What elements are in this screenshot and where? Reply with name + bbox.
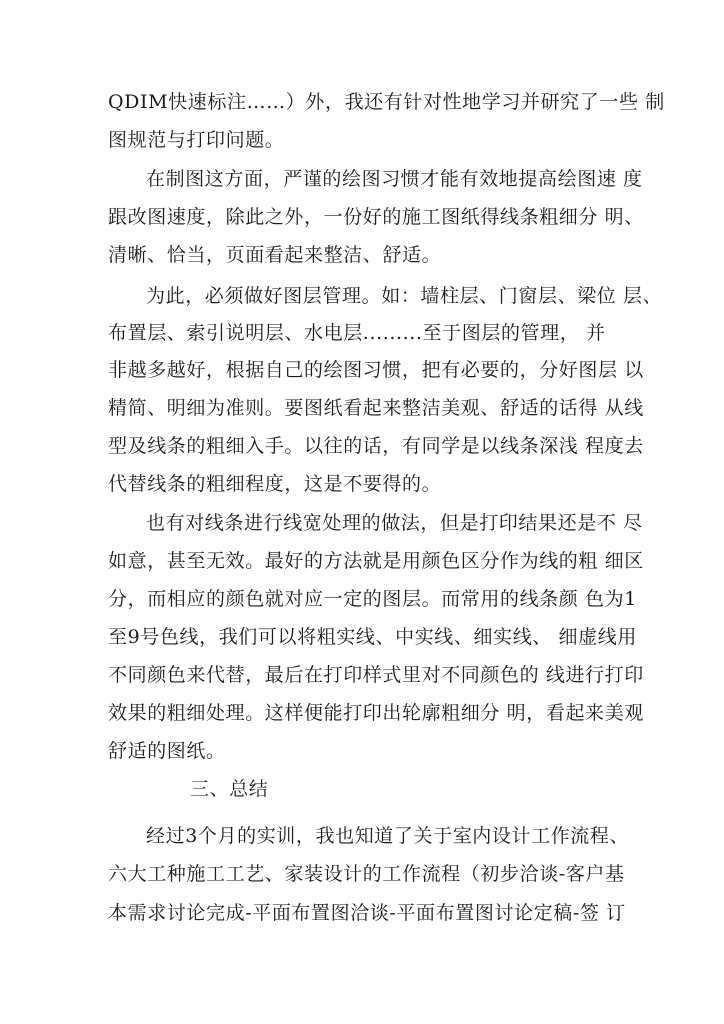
text-line: 分，而相应的颜色就对应一定的图层。而常用的线条颜 色为1 <box>108 588 637 610</box>
text-line: 本需求讨论完成-平面布置图洽谈-平面布置图讨论定稿-签 订 <box>108 902 626 924</box>
paragraph-start-line: 经过3个月的实训，我也知道了关于室内设计工作流程、 <box>146 825 630 847</box>
paragraph-start-line: 在制图这方面，严谨的绘图习惯才能有效地提高绘图速 度 <box>146 168 643 190</box>
text-line: 精简、明细为准则。要图纸看起来整洁美观、舒适的话得 从线 <box>108 397 644 419</box>
text-line: 六大工种施工工艺、家装设计的工作流程（初步洽谈-客户基 <box>108 863 625 885</box>
text-line: 跟改图速度，除此之外，一份好的施工图纸得线条粗细分 明、 <box>108 206 644 228</box>
text-line: 非越多越好，根据自己的绘图习惯，把有必要的，分好图层 以 <box>108 359 644 381</box>
paragraph-start-line: 也有对线条进行线宽处理的做法，但是打印结果还是不 尽 <box>146 512 643 534</box>
text-line: 舒适的图纸。 <box>108 740 226 762</box>
text-line: 至9号色线，我们可以将粗实线、中实线、细实线、 细虚线用 <box>108 626 637 648</box>
section-heading: 三、总结 <box>190 778 269 800</box>
text-line: 图规范与打印问题。 <box>108 129 285 151</box>
text-line: 效果的粗细处理。这样便能打印出轮廓粗细分 明，看起来美观 <box>108 702 644 724</box>
text-line: 如意，甚至无效。最好的方法就是用颜色区分作为线的粗 细区 <box>108 550 644 572</box>
paragraph-start-line: 为此，必须做好图层管理。如：墙柱层、门窗层、梁位 层、 <box>146 285 663 307</box>
text-line: 不同颜色来代替，最后在打印样式里对不同颜色的 线进行打印 <box>108 664 644 686</box>
text-line: 清晰、恰当，页面看起来整洁、舒适。 <box>108 244 442 266</box>
text-line: 代替线条的粗细程度，这是不要得的。 <box>108 473 442 495</box>
text-line: 型及线条的粗细入手。以往的话，有同学是以线条深浅 程度去 <box>108 435 644 457</box>
text-line: QDIM快速标注……）外，我还有针对性地学习并研究了一些 制 <box>108 91 665 113</box>
text-line: 布置层、索引说明层、水电层.........至于图层的管理， 并 <box>108 322 606 344</box>
